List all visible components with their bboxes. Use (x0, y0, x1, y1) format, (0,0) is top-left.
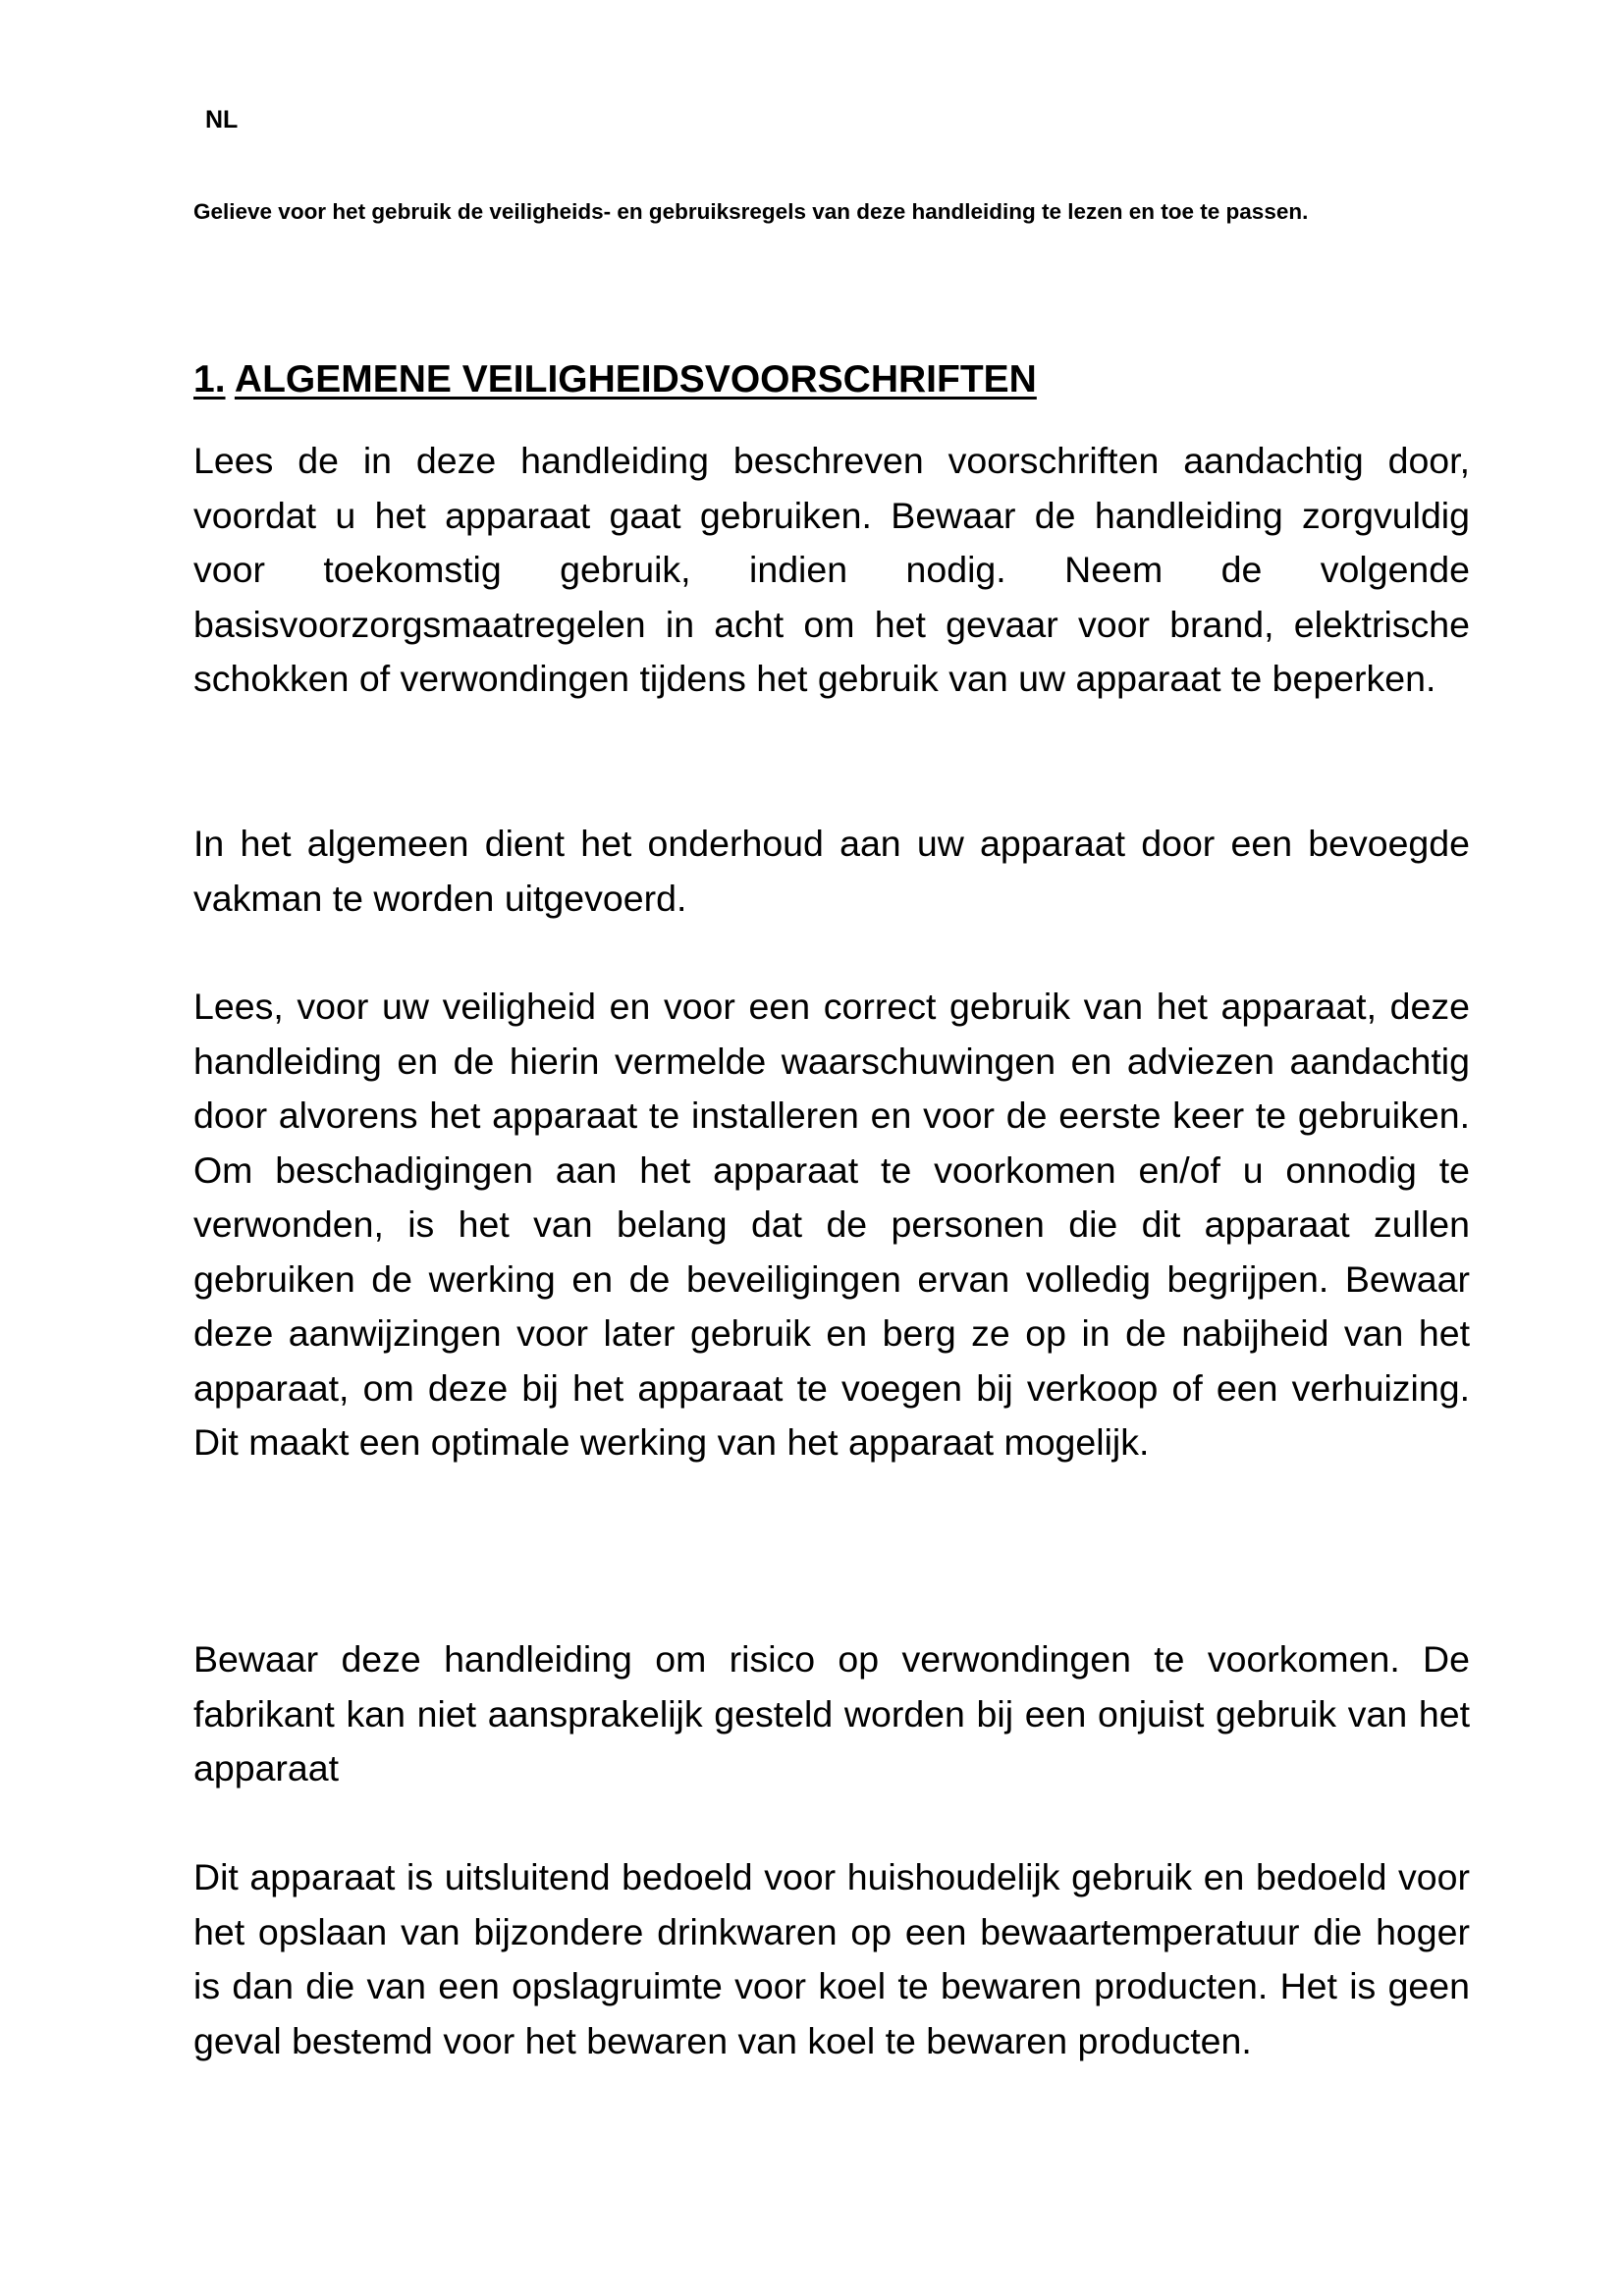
intro-notice: Gelieve voor het gebruik de veiligheids- en gebruiksregels van deze handleiding te lezen en toe te passen. (193, 199, 1309, 224)
language-label: NL (205, 106, 239, 133)
paragraph-maintenance: In het algemeen dient het onderhoud aan uw apparaat door een bevoegde vakman te worden uitgevoerd. (193, 823, 1470, 919)
paragraph-intended-use: Dit apparaat is uitsluitend bedoeld voor huishoudelijk gebruik en bedoeld voor het opslaan van bijzondere drinkwaren op een bewaartemperatuur die hoger is dan die van een opslagruimte voor koel te bewaren producten. Het is geen geval bestemd voor het bewaren van koel te bewaren producten. (193, 1856, 1470, 2061)
paragraph-general-precautions: Lees de in deze handleiding beschreven voorschriften aandachtig door, voordat u het apparaat gaat gebruiken. Bewaar de handleiding zorgvuldig voor toekomstig gebruik, indien nodig. Neem de volgende basisvoorzorgsmaatregelen in acht om het gevaar voor brand, elektrische schokken of verwondingen tijdens het gebruik van uw apparaat te beperken. (193, 440, 1470, 699)
section-title: ALGEMENE VEILIGHEIDSVOORSCHRIFTEN (234, 358, 1037, 400)
section-heading (193, 357, 1037, 402)
paragraph-liability: Bewaar deze handleiding om risico op verwondingen te voorkomen. De fabrikant kan niet aansprakelijk gesteld worden bij een onjuist gebruik van het apparaat (193, 1638, 1470, 1789)
paragraph-safety-reading: Lees, voor uw veiligheid en voor een correct gebruik van het apparaat, deze handleiding en de hierin vermelde waarschuwingen en adviezen aandachtig door alvorens het apparaat te installeren en voor de eerste keer te gebruiken. Om beschadigingen aan het apparaat te voorkomen en/of u onnodig te verwonden, is het van belang dat de personen die dit apparaat zullen gebruiken de werking en de beveiligingen ervan volledig begrijpen. Bewaar deze aanwijzingen voor later gebruik en berg ze op in de nabijheid van het apparaat, om deze bij het apparaat te voegen bij verkoop of een verhuizing. Dit maakt een optimale werking van het apparaat mogelijk. (193, 986, 1470, 1463)
section-number: 1. (193, 358, 226, 400)
